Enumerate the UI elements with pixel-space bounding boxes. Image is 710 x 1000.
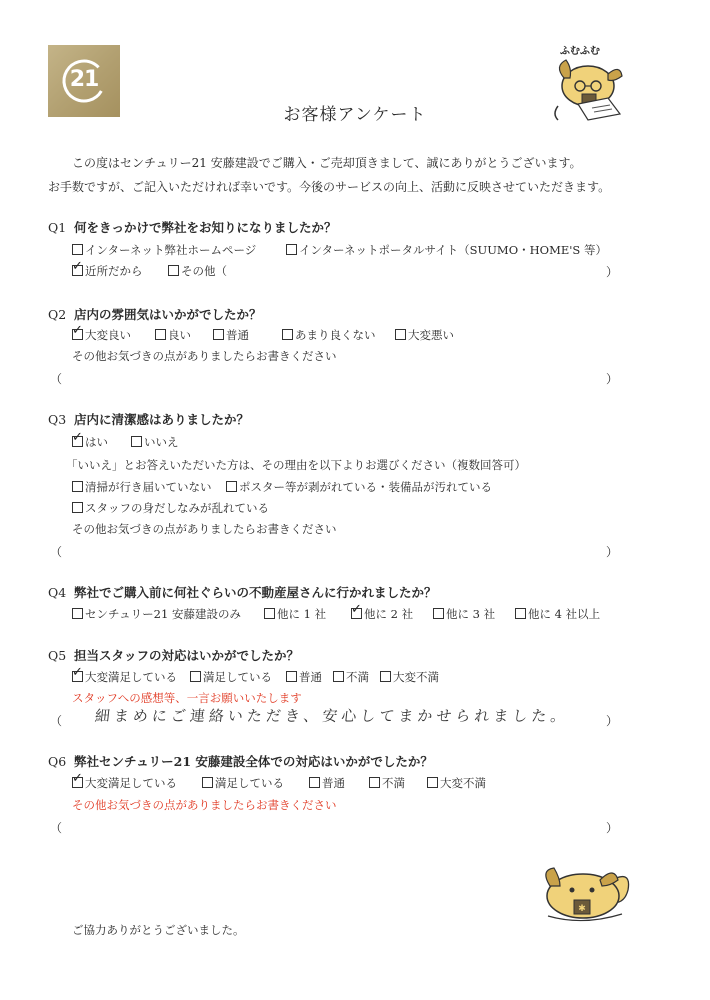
q2-option-very-good[interactable]: ✓ 大変良い — [72, 323, 131, 342]
check-mark-icon: ✓ — [351, 602, 362, 617]
checkbox[interactable] — [72, 259, 83, 276]
checkbox[interactable] — [72, 481, 83, 492]
q6-open-paren: （ — [50, 821, 63, 835]
checkbox[interactable] — [351, 602, 362, 619]
q1-close-paren: ） — [606, 265, 619, 279]
q5-option-dissatisfied[interactable]: 不満 — [333, 669, 369, 685]
q6-option-satisfied[interactable]: 満足している — [202, 775, 284, 791]
checkbox[interactable] — [72, 665, 83, 682]
checkbox[interactable] — [72, 323, 83, 340]
q4-option-1[interactable]: 他に 1 社 — [264, 606, 326, 622]
q6-question: Q6 弊社センチュリー21 安藤建設全体での対応はいかがでしたか？ — [48, 754, 433, 769]
q4-option-4plus[interactable]: 他に 4 社以上 — [515, 606, 600, 622]
check-mark-icon: ✓ — [72, 259, 83, 274]
checkbox[interactable] — [190, 671, 201, 682]
q3-option-no[interactable]: いいえ — [131, 434, 179, 450]
q4-question: Q4 弊社でご購入前に何社ぐらいの不動産屋さんに行かれましたか？ — [48, 585, 437, 600]
q3-close-paren: ） — [606, 545, 619, 559]
q2-option-normal[interactable]: 普通 — [213, 327, 249, 343]
checkbox[interactable] — [213, 329, 224, 340]
checkbox[interactable] — [168, 265, 179, 276]
q6-option-very-satisfied[interactable]: ✓ 大変満足している — [72, 771, 177, 790]
checkbox[interactable] — [264, 608, 275, 619]
q4-option-2[interactable]: ✓ 他に 2 社 — [351, 602, 414, 621]
checkbox[interactable] — [155, 329, 166, 340]
q5-question: Q5 担当スタッフの対応はいかがでしたか？ — [48, 648, 300, 663]
q2-option-very-bad[interactable]: 大変悪い — [395, 327, 454, 343]
checkbox[interactable] — [72, 608, 83, 619]
checkbox[interactable] — [309, 777, 320, 788]
q1-option-portal[interactable]: インターネットポータルサイト（SUUMO・HOME'S 等） — [286, 242, 607, 258]
q2-close-paren: ） — [606, 372, 619, 386]
q1-question — [48, 218, 337, 236]
q4-option-only[interactable]: センチュリー21 安藤建設のみ — [72, 606, 241, 622]
q3-reason-staff[interactable]: スタッフの身だしなみが乱れている — [72, 500, 269, 516]
q6-note: その他お気づきの点がありましたらお書きください — [72, 798, 337, 812]
q3-option-yes[interactable]: ✓ はい — [72, 430, 108, 449]
intro-line-1: この度はセンチュリー21 安藤建設でご購入・ご売却頂きまして、誠にありがとうございます。 — [72, 156, 582, 170]
q3-reason-posters[interactable]: ポスター等が剥がれている・装備品が汚れている — [226, 479, 492, 495]
checkbox[interactable] — [427, 777, 438, 788]
q3-question: Q3 店内に清潔感はありましたか？ — [48, 412, 250, 427]
closing-thanks: ご協力ありがとうございました。 — [72, 923, 245, 937]
q2-note: その他お気づきの点がありましたらお書きください — [72, 349, 337, 363]
q6-option-very-dissatisfied[interactable]: 大変不満 — [427, 775, 486, 791]
checkbox[interactable] — [72, 502, 83, 513]
checkbox[interactable] — [72, 430, 83, 447]
q5-option-very-dissatisfied[interactable]: 大変不満 — [380, 669, 439, 685]
q1-option-homepage[interactable]: インターネット弊社ホームページ — [72, 242, 256, 258]
q5-note: スタッフへの感想等、一言お願いいたします — [72, 691, 302, 705]
q5-option-normal[interactable]: 普通 — [286, 669, 322, 685]
q5-close-paren: ） — [606, 714, 619, 728]
checkbox[interactable] — [282, 329, 293, 340]
q5-open-paren: （ — [50, 714, 63, 728]
checkbox[interactable] — [131, 436, 142, 447]
q5-handwritten-answer: 細まめにご連絡いただき、安心してまかせられました。 — [94, 707, 571, 725]
checkbox[interactable] — [72, 771, 83, 788]
q6-option-normal[interactable]: 普通 — [309, 775, 345, 791]
checkbox[interactable] — [380, 671, 391, 682]
q1-option-nearby[interactable]: ✓ 近所だから — [72, 259, 143, 278]
q5-option-satisfied[interactable]: 満足している — [190, 669, 272, 685]
logo-text: 21 — [69, 67, 99, 92]
q2-option-not-good[interactable]: あまり良くない — [282, 327, 376, 343]
mascot-lying-illustration — [538, 860, 638, 934]
checkbox[interactable] — [226, 481, 237, 492]
checkbox[interactable] — [333, 671, 344, 682]
q2-open-paren: （ — [50, 372, 63, 386]
q5-option-very-satisfied[interactable]: ✓ 大変満足している — [72, 665, 177, 684]
check-mark-icon: ✓ — [72, 771, 83, 786]
q3-note: その他お気づきの点がありましたらお書きください — [72, 522, 337, 536]
page-title: お客様アンケート — [283, 105, 427, 125]
checkbox[interactable] — [286, 244, 297, 255]
q1-option-other[interactable]: その他（ — [168, 263, 227, 279]
intro-line-2: お手数ですが、ご記入いただければ幸いです。今後のサービスの向上、活動に反映させていただきます。 — [48, 180, 611, 194]
check-mark-icon: ✓ — [72, 430, 83, 445]
mascot-caption: ふむふむ — [560, 46, 600, 57]
checkbox[interactable] — [395, 329, 406, 340]
q6-option-dissatisfied[interactable]: 不満 — [369, 775, 405, 791]
check-mark-icon: ✓ — [72, 323, 83, 338]
checkbox[interactable] — [515, 608, 526, 619]
q4-option-3[interactable]: 他に 3 社 — [433, 606, 495, 622]
q1-text: 何をきっかけで弊社をお知りになりましたか？ — [74, 220, 337, 235]
checkbox[interactable] — [369, 777, 380, 788]
checkbox[interactable] — [286, 671, 297, 682]
check-mark-icon: ✓ — [72, 665, 83, 680]
checkbox[interactable] — [202, 777, 213, 788]
checkbox[interactable] — [72, 244, 83, 255]
q6-close-paren: ） — [606, 821, 619, 835]
q2-option-good[interactable]: 良い — [155, 327, 191, 343]
svg-text:✱: ✱ — [578, 904, 586, 914]
q3-open-paren: （ — [50, 545, 63, 559]
q3-followup: 「いいえ」とお答えいただいた方は、その理由を以下よりお選びください（複数回答可） — [66, 458, 526, 472]
checkbox[interactable] — [433, 608, 444, 619]
q3-reason-cleaning[interactable]: 清掃が行き届いていない — [72, 479, 212, 495]
q1-number: Q1 — [48, 220, 67, 235]
q2-question: Q2 店内の雰囲気はいかがでしたか？ — [48, 307, 262, 322]
